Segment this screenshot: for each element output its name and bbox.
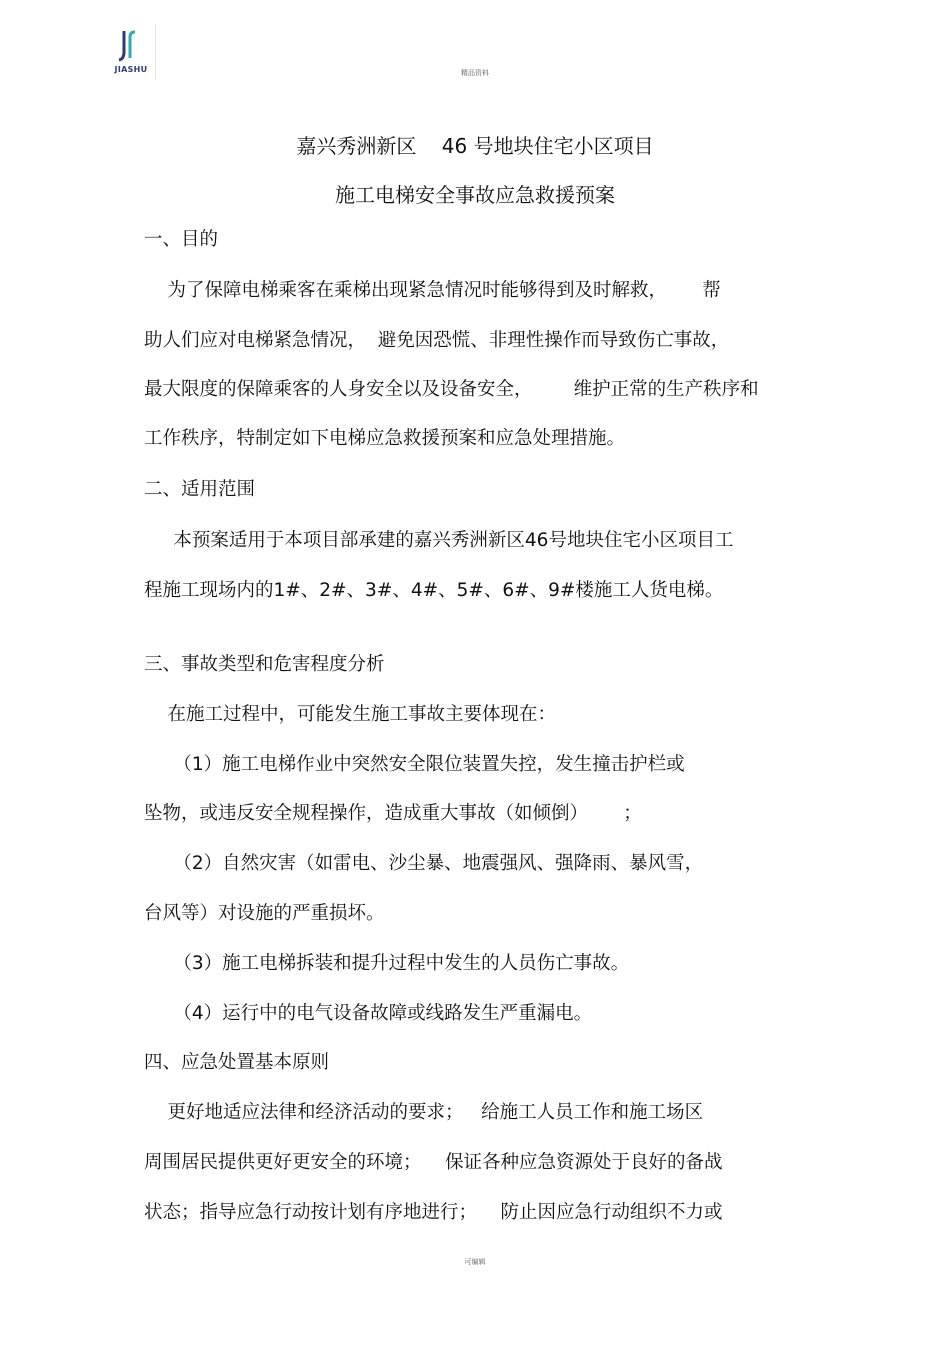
section-1-line: 为了保障电梯乘客在乘梯出现紧急情况时能够得到及时解救， 帮: [144, 280, 721, 301]
logo-mark-icon: [115, 28, 141, 64]
section-4-line: 状态；指导应急行动按计划有序地进行； 防止因应急行动组织不力或: [144, 1202, 723, 1223]
section-3-line: （2）自然灾害（如雷电、沙尘暴、地震强风、强降雨、暴风雪，: [144, 853, 704, 874]
footer-note: 可编辑: [464, 1258, 486, 1266]
company-logo: [101, 24, 156, 80]
logo-text: JIASHU: [114, 65, 148, 74]
section-2-heading: 二、适用范围: [144, 479, 256, 500]
section-4-heading: 四、应急处置基本原则: [144, 1052, 330, 1073]
section-3-line: 坠物，或违反安全规程操作，造成重大事故（如倾倒） ；: [144, 803, 642, 824]
section-3-line: （4）运行中的电气设备故障或线路发生严重漏电。: [144, 1003, 593, 1024]
section-3-line: 台风等）对设施的严重损坏。: [144, 903, 385, 924]
section-2-line: 程施工现场内的1#、2#、3#、4#、5#、6#、9#楼施工人货电梯。: [144, 580, 724, 601]
section-4-line: 更好地适应法律和经济活动的要求； 给施工人员工作和施工场区: [144, 1102, 704, 1123]
section-1-line: 最大限度的保障乘客的人身安全以及设备安全， 维护正常的生产秩序和: [144, 379, 759, 400]
section-1-line: 助人们应对电梯紧急情况， 避免因恐慌、非理性操作而导致伤亡事故，: [144, 330, 730, 351]
section-3-line: 在施工过程中，可能发生施工事故主要体现在：: [144, 704, 557, 725]
section-3-heading: 三、事故类型和危害程度分析: [144, 654, 385, 675]
document-title-line-2: 施工电梯安全事故应急救援预案: [335, 183, 615, 207]
section-4-line: 周围居民提供更好更安全的环境； 保证各种应急资源处于良好的备战: [144, 1152, 723, 1173]
section-1-line: 工作秩序，特制定如下电梯应急救援预案和应急处理措施。: [144, 428, 626, 449]
section-3-line: （3）施工电梯拆装和提升过程中发生的人员伤亡事故。: [144, 953, 630, 974]
document-title-line-1: 嘉兴秀洲新区 46 号地块住宅小区项目: [296, 134, 654, 158]
section-1-heading: 一、目的: [144, 229, 219, 250]
header-note: 精品资料: [461, 69, 489, 77]
section-2-line: 本预案适用于本项目部承建的嘉兴秀洲新区46号地块住宅小区项目工: [144, 530, 734, 551]
section-3-line: （1）施工电梯作业中突然安全限位装置失控，发生撞击护栏或: [144, 754, 685, 775]
